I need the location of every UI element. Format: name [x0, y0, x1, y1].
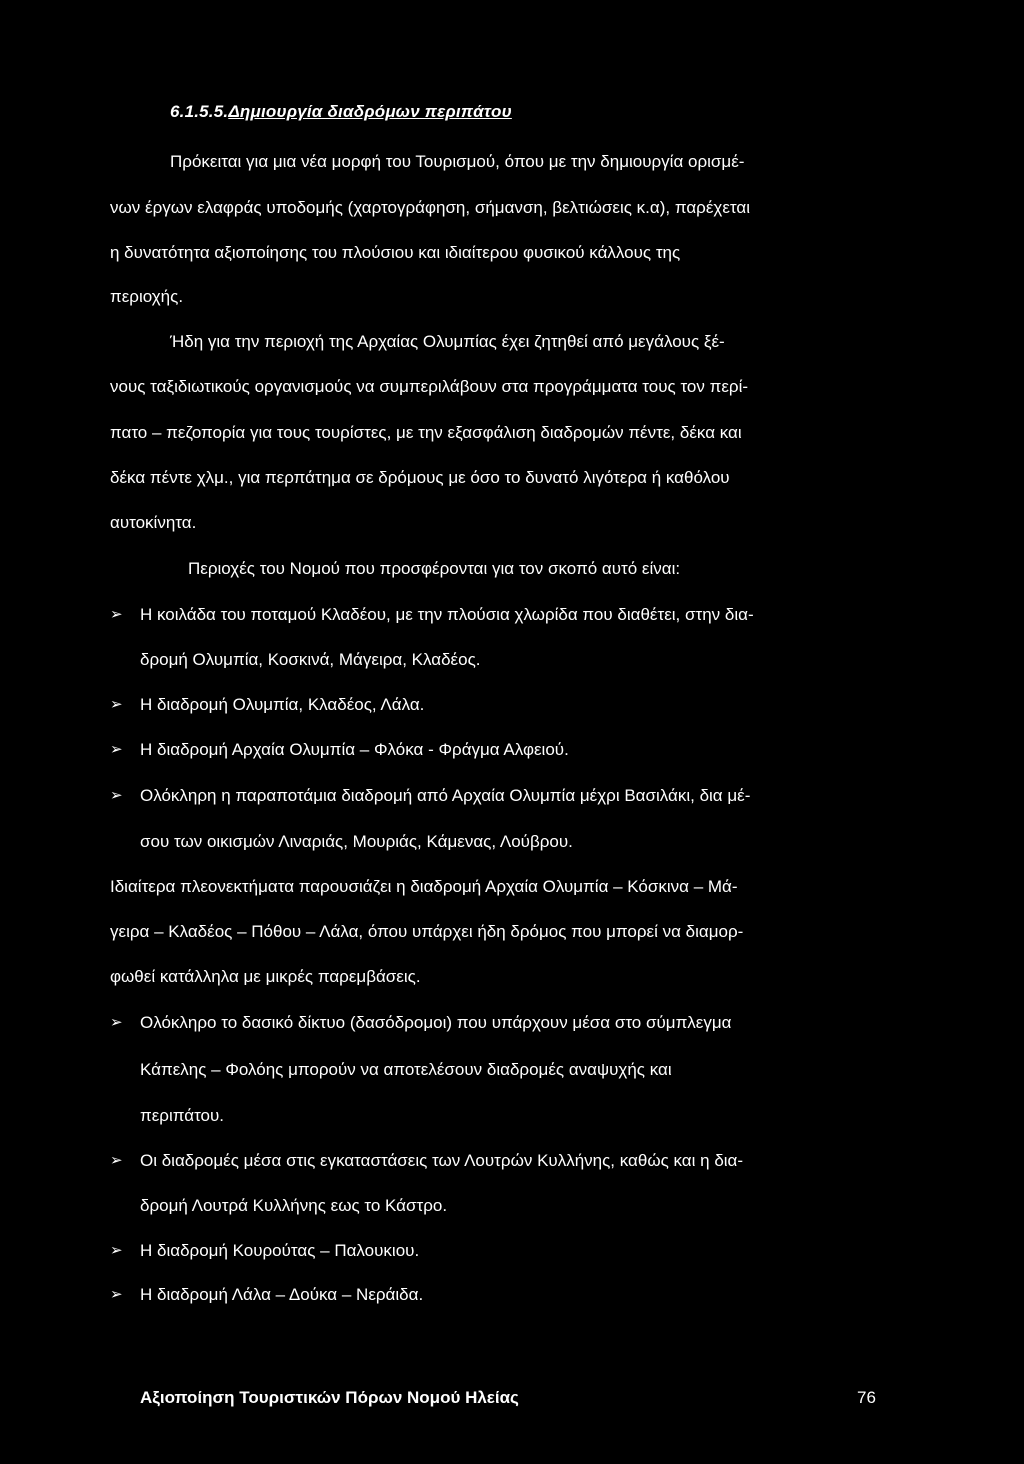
bullet-arrow-icon: ➢: [110, 787, 123, 804]
p4-line-3: φωθεί κατάλληλα με μικρές παρεμβάσεις.: [110, 967, 421, 986]
bullet-arrow-icon: ➢: [110, 1152, 123, 1169]
bullet-arrow-icon: ➢: [110, 696, 123, 713]
list-item-continued: δρομή Λουτρά Κυλλήνης εως το Κάστρο.: [140, 1196, 448, 1215]
p2-line-4: δέκα πέντε χλμ., για περπάτημα σε δρόμους με όσο το δυνατό λιγότερα ή καθόλου: [110, 468, 730, 487]
bullet-arrow-icon: ➢: [110, 741, 123, 758]
list-item: Ολόκληρο το δασικό δίκτυο (δασόδρομοι) που υπάρχουν μέσα στο σύμπλεγμα: [140, 1013, 732, 1032]
bullet-arrow-icon: ➢: [110, 1242, 123, 1259]
list-item-continued: σου των οικισμών Λιναριάς, Μουριάς, Κάμενας, Λούβρου.: [140, 832, 573, 851]
p4-line-1: Ιδιαίτερα πλεονεκτήματα παρουσιάζει η διαδρομή Αρχαία Ολυμπία – Κόσκινα – Μά-: [110, 877, 738, 896]
p1-line-1: Πρόκειται για μια νέα μορφή του Τουρισμού, όπου με την δημιουργία ορισμέ-: [170, 152, 745, 171]
footer-title: Αξιοποίηση Τουριστικών Πόρων Νομού Ηλείας: [140, 1388, 519, 1407]
p1-line-3: η δυνατότητα αξιοποίησης του πλούσιου και ιδιαίτερου φυσικού κάλλους της: [110, 243, 681, 262]
bullet-arrow-icon: ➢: [110, 1286, 123, 1303]
bullet-arrow-icon: ➢: [110, 606, 123, 623]
bullet-arrow-icon: ➢: [110, 1014, 123, 1031]
list-item: Η διαδρομή Αρχαία Ολυμπία – Φλόκα - Φράγμα Αλφειού.: [140, 740, 569, 759]
section-title: Δημιουργία διαδρόμων περιπάτου: [228, 102, 512, 121]
p2-line-3: πατο – πεζοπορία για τους τουρίστες, με την εξασφάλιση διαδρομών πέντε, δέκα και: [110, 423, 742, 442]
section-heading: [170, 102, 512, 122]
p2-line-1: Ήδη για την περιοχή της Αρχαίας Ολυμπίας έχει ζητηθεί από μεγάλους ξέ-: [170, 332, 725, 351]
section-number: 6.1.5.5.: [170, 102, 229, 121]
p4-line-2: γειρα – Κλαδέος – Πόθου – Λάλα, όπου υπάρχει ήδη δρόμος που μπορεί να διαμορ-: [110, 922, 744, 941]
list-item: Η διαδρομή Λάλα – Δούκα – Νεράιδα.: [140, 1285, 424, 1304]
list-item: Ολόκληρη η παραποτάμια διαδρομή από Αρχαία Ολυμπία μέχρι Βασιλάκι, δια μέ-: [140, 786, 751, 805]
p2-line-5: αυτοκίνητα.: [110, 513, 197, 532]
p1-line-2: νων έργων ελαφράς υποδομής (χαρτογράφηση, σήμανση, βελτιώσεις κ.α), παρέχεται: [110, 198, 750, 217]
list-item-continued: περιπάτου.: [140, 1106, 225, 1125]
page-number: 76: [857, 1388, 876, 1407]
p2-line-2: νους ταξιδιωτικούς οργανισμούς να συμπεριλάβουν στα προγράμματα τους τον περί-: [110, 377, 749, 396]
list-item-continued: δρομή Ολυμπία, Κοσκινά, Μάγειρα, Κλαδέος.: [140, 650, 481, 669]
list-item: Η κοιλάδα του ποταμού Κλαδέου, με την πλούσια χλωρίδα που διαθέτει, στην δια-: [140, 605, 754, 624]
list-item: Οι διαδρομές μέσα στις εγκαταστάσεις των Λουτρών Κυλλήνης, καθώς και η δια-: [140, 1151, 744, 1170]
p3-line: Περιοχές του Νομού που προσφέρονται για τον σκοπό αυτό είναι:: [188, 559, 681, 578]
list-item-continued: Κάπελης – Φολόης μπορούν να αποτελέσουν διαδρομές αναψυχής και: [140, 1060, 672, 1079]
list-item: Η διαδρομή Ολυμπία, Κλαδέος, Λάλα.: [140, 695, 425, 714]
list-item: Η διαδρομή Κουρούτας – Παλουκιου.: [140, 1241, 420, 1260]
p1-line-4: περιοχής.: [110, 287, 184, 306]
